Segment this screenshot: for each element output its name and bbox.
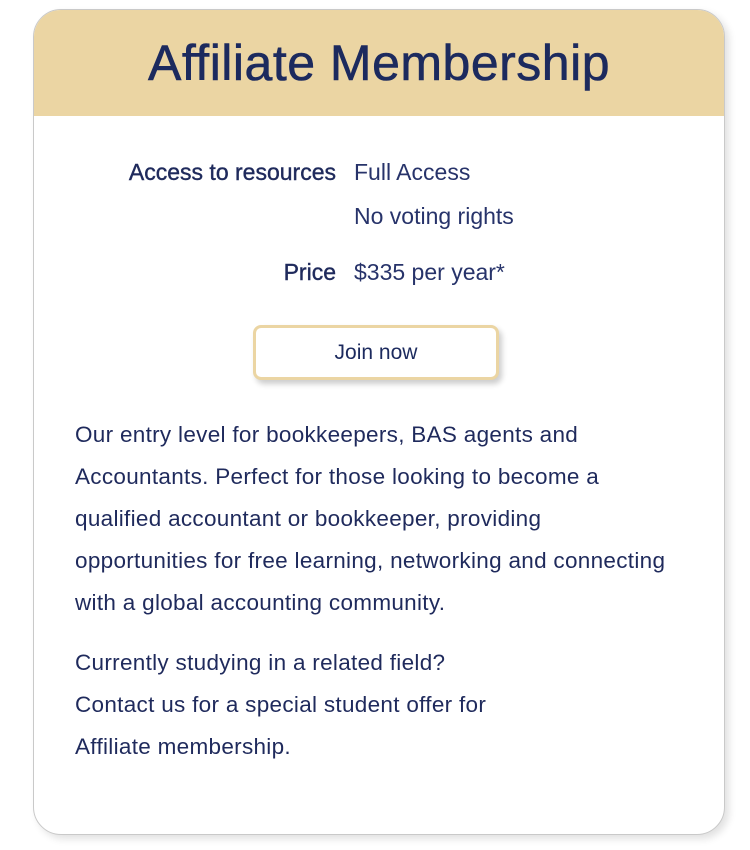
student-line: Currently studying in a related field?	[75, 650, 446, 675]
join-now-button[interactable]: Join now	[253, 325, 499, 380]
access-value: Full Access	[354, 159, 471, 185]
card-title: Affiliate Membership	[147, 35, 611, 91]
price-value: $335 per year*	[354, 259, 505, 285]
student-line: Affiliate membership.	[75, 734, 291, 759]
access-label: Access to resources	[128, 159, 336, 185]
price-row	[34, 250, 724, 294]
membership-card	[33, 9, 725, 835]
membership-description: Our entry level for bookkeepers, BAS agents and Accountants. Perfect for those looking to become a qualified accountant or bookkeeper, providing opportunities for free learning, networking and connecting with a global accounting community.	[75, 422, 666, 615]
student-line: Contact us for a special student offer for	[75, 692, 487, 717]
price-label: Price	[283, 259, 336, 285]
access-row	[34, 150, 724, 238]
membership-details	[34, 150, 724, 294]
access-value: No voting rights	[354, 203, 514, 229]
card-header	[34, 10, 724, 116]
student-offer-text	[75, 642, 675, 768]
